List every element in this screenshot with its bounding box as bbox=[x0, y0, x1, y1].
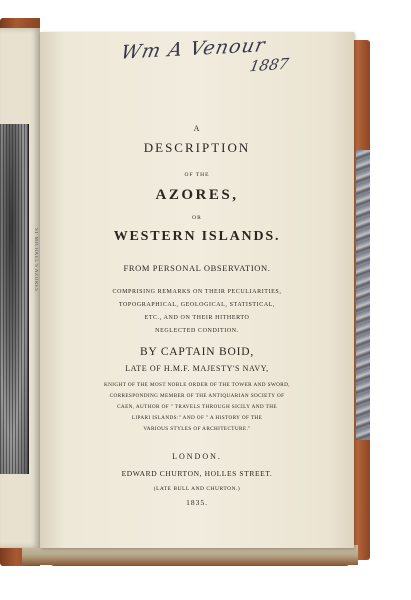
imprint-year: 1835. bbox=[186, 498, 208, 507]
title-description: DESCRIPTION bbox=[143, 140, 251, 155]
author-line: BY CAPTAIN BOID, bbox=[140, 346, 254, 358]
imprint-city: LONDON. bbox=[172, 452, 222, 461]
comprising-line: ETC., AND ON THEIR HITHERTO bbox=[144, 315, 250, 321]
frontispiece-engraving bbox=[0, 124, 29, 474]
marbled-endpaper bbox=[356, 150, 370, 440]
author-rank: LATE OF H.M.F. MAJESTY'S NAVY, bbox=[125, 364, 269, 373]
author-credentials-line: VARIOUS STYLES OF ARCHITECTURE." bbox=[143, 426, 251, 432]
title-page bbox=[40, 32, 354, 548]
title-azores: AZORES, bbox=[155, 187, 239, 203]
signature-year: 1887 bbox=[248, 54, 291, 76]
page-block-bottom bbox=[22, 545, 358, 565]
title-of-the: OF THE bbox=[184, 172, 210, 178]
title-or: OR bbox=[192, 215, 202, 221]
subtitle-observation: FROM PERSONAL OBSERVATION. bbox=[123, 263, 271, 273]
signature-name: Wm A Venour bbox=[119, 34, 268, 64]
imprint-former-name: (LATE BULL AND CHURTON.) bbox=[153, 486, 241, 492]
author-credentials-line: CAEN, AUTHOR OF " TRAVELS THROUGH SICILY AND THE bbox=[117, 404, 277, 410]
title-western-islands: WESTERN ISLANDS. bbox=[113, 229, 281, 244]
comprising-line: NEGLECTED CONDITION. bbox=[155, 328, 239, 334]
imprint-publisher: EDWARD CHURTON, HOLLES STREET. bbox=[121, 469, 273, 478]
frontispiece-caption: ST MICHAEL'S AZORES bbox=[33, 228, 38, 292]
author-credentials-line: KNIGHT OF THE MOST NOBLE ORDER OF THE TOWER AND SWORD, bbox=[103, 382, 291, 388]
author-credentials-line: CORRESPONDING MEMBER OF THE ANTIQUARIAN SOCIETY OF bbox=[109, 393, 285, 399]
comprising-line: COMPRISING REMARKS ON THEIR PECULIARITIES, bbox=[112, 289, 282, 295]
frontispiece-page bbox=[0, 28, 40, 548]
handwritten-signature bbox=[119, 34, 292, 78]
title-article: A bbox=[193, 124, 201, 133]
author-credentials-line: LIPARI ISLANDS:" AND OF " A HISTORY OF THE bbox=[131, 415, 263, 421]
comprising-line: TOPOGRAPHICAL, GEOLOGICAL, STATISTICAL, bbox=[118, 302, 276, 308]
